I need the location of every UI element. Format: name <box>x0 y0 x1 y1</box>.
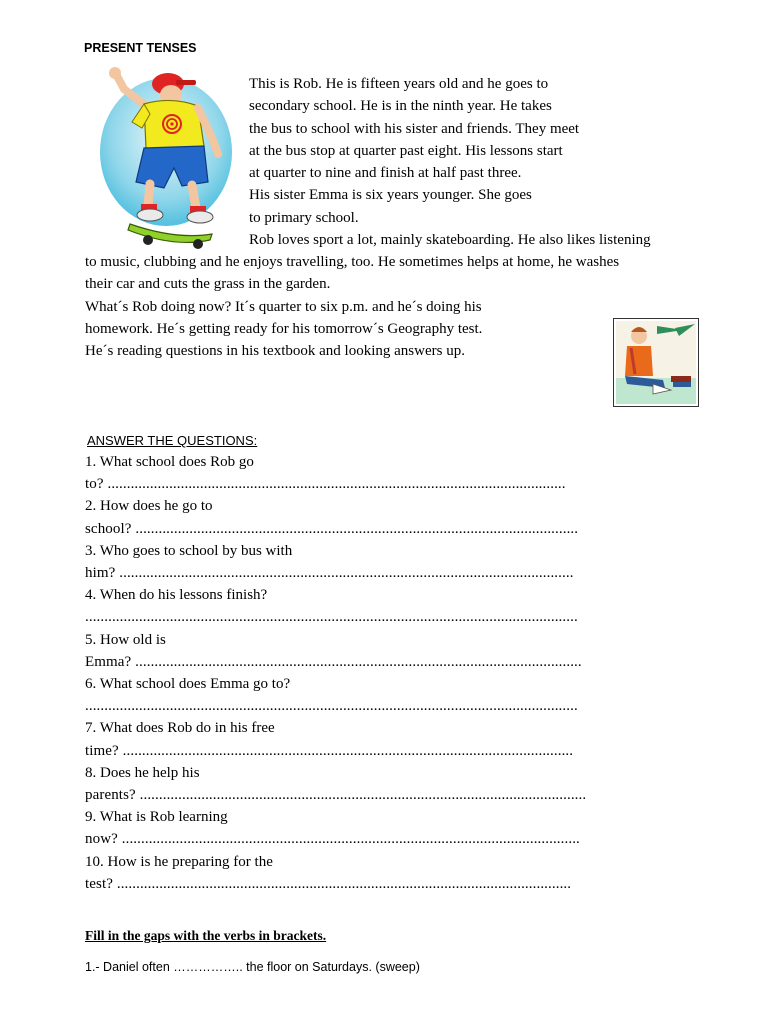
story-line: the bus to school with his sister and friends. They meet <box>249 120 580 137</box>
answer-line[interactable]: time? ..................................................................................................................... <box>85 742 574 759</box>
question-item <box>85 451 586 495</box>
question-item <box>85 851 586 895</box>
questions-heading: ANSWER THE QUESTIONS: <box>87 433 258 448</box>
story-line: This is Rob. He is fifteen years old and he goes to <box>249 76 549 92</box>
story-line: secondary school. He is in the ninth year. He takes <box>249 98 552 115</box>
story-paragraph-full-width <box>85 251 619 362</box>
story-line: Rob loves sport a lot, mainly skateboarding. He also likes listening <box>249 232 651 249</box>
question-text: 7. What does Rob do in his free <box>85 720 275 737</box>
question-item <box>85 673 586 717</box>
answer-line[interactable]: Emma? .................................................................................................................... <box>85 653 582 670</box>
question-text: 10. How is he preparing for the <box>85 853 273 870</box>
story-line: at quarter to nine and finish at half past three. <box>249 165 522 182</box>
exercise-item: 1.- Daniel often …………….. the floor on Saturdays. (sweep) <box>85 960 420 974</box>
answer-line[interactable]: school? ................................................................................................................... <box>85 520 579 537</box>
story-line: to music, clubbing and he enjoys travelling, too. He sometimes helps at home, he washes <box>85 254 620 270</box>
question-text: 6. What school does Emma go to? <box>85 676 291 693</box>
story-line: to primary school. <box>249 209 359 226</box>
question-text: 3. Who goes to school by bus with <box>85 542 293 559</box>
story-line: His sister Emma is six years younger. She goes <box>249 187 532 204</box>
answer-line[interactable]: test? ...................................................................................................................... <box>85 875 572 892</box>
question-item <box>85 540 586 584</box>
question-item <box>85 629 586 673</box>
question-item <box>85 806 586 850</box>
story-line: He´s reading questions in his textbook and looking answers up. <box>85 343 465 360</box>
question-text: 1. What school does Rob go <box>85 454 254 470</box>
answer-line[interactable]: now? ....................................................................................................................... <box>85 831 580 848</box>
story-line: homework. He´s getting ready for his tomorrow´s Geography test. <box>85 320 483 337</box>
page-title: PRESENT TENSES <box>84 41 197 55</box>
question-text: 2. How does he go to <box>85 498 213 515</box>
question-item <box>85 762 586 806</box>
boy-studying-illustration <box>613 318 699 407</box>
question-text: 4. When do his lessons finish? <box>85 587 268 604</box>
question-text: 5. How old is <box>85 631 166 648</box>
question-item <box>85 584 586 628</box>
question-text: 8. Does he help his <box>85 764 200 781</box>
story-line: their car and cuts the grass in the garden. <box>85 276 331 293</box>
answer-line[interactable]: ................................................................................................................................ <box>85 698 578 715</box>
answer-line[interactable]: parents? .................................................................................................................... <box>85 787 587 804</box>
question-item <box>85 495 586 539</box>
answer-line[interactable]: ................................................................................................................................ <box>85 609 578 626</box>
story-line: What´s Rob doing now? It´s quarter to six p.m. and he´s doing his <box>85 298 482 315</box>
boy-skateboarding-illustration <box>86 64 238 250</box>
question-item <box>85 717 586 761</box>
story-paragraph-beside-image <box>249 73 651 251</box>
fill-gaps-heading: Fill in the gaps with the verbs in brackets. <box>85 928 327 943</box>
story-line: at the bus stop at quarter past eight. His lessons start <box>249 142 563 159</box>
question-text: 9. What is Rob learning <box>85 809 228 826</box>
questions-list <box>85 451 586 895</box>
answer-line[interactable]: to? ....................................................................................................................... <box>85 476 566 493</box>
answer-line[interactable]: him? ...................................................................................................................... <box>85 565 574 582</box>
